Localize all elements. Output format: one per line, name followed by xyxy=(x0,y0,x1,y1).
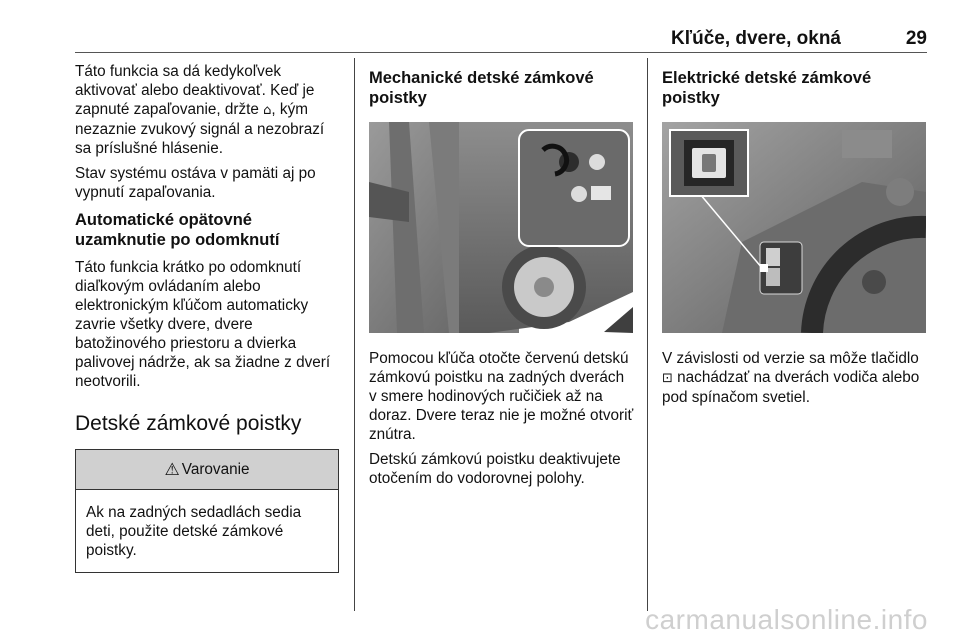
paragraph-electric-location: V závislosti od verzie sa môže tlačidlo ⊡ nachádzať na dverách vodiča alebo pod spínačom svetiel. xyxy=(662,350,920,406)
column-divider-1 xyxy=(354,58,355,611)
heading-auto-relock: Automatické opätovné uzamknutie po odomknutí xyxy=(75,211,280,249)
dashboard-illustration xyxy=(662,122,926,333)
figure-driver-door-switch xyxy=(662,122,926,333)
warning-header xyxy=(76,450,338,490)
page-number: 29 xyxy=(905,28,927,49)
page-header xyxy=(75,28,927,52)
paragraph-memory: Stav systému ostáva v pamäti aj po vypnutí zapaľovania. xyxy=(75,165,316,201)
column-2 xyxy=(369,62,635,494)
heading-child-locks: Detské zámkové poistky xyxy=(75,412,302,435)
paragraph-mechanical-activate: Pomocou kľúča otočte červenú detskú zámkovú poistku na zadných dverách v smere hodinových ručičiek až na doraz. Dvere teraz nie je možné otvoriť znútra. xyxy=(369,350,634,443)
warning-title: Varovanie xyxy=(181,461,250,478)
lock-button-icon: ⌂ xyxy=(263,103,272,118)
page-title: Kľúče, dvere, okná xyxy=(671,28,841,49)
column-1 xyxy=(75,62,343,573)
column-3 xyxy=(662,62,930,413)
warning-box xyxy=(75,449,339,573)
column-divider-2 xyxy=(647,58,648,611)
rear-door-illustration xyxy=(369,122,633,333)
paragraph-function-toggle: Táto funkcia sa dá kedykoľvek aktivovať alebo deaktivovať. Keď je zapnuté zapaľovanie, držte ⌂, kým nezaznie zvukový signál a nezobrazí sa príslušné hlásenie. xyxy=(75,63,325,157)
warning-triangle-icon: ⚠ xyxy=(164,460,180,479)
warning-text: Ak na zadných sedadlách sedia deti, použite detské zámkové poistky. xyxy=(86,504,302,559)
child-lock-button-icon: ⊡ xyxy=(662,371,673,386)
figure-rear-door-lock xyxy=(369,122,633,333)
heading-electric-locks: Elektrické detské zámkové poistky xyxy=(662,69,872,107)
paragraph-mechanical-deactivate: Detskú zámkovú poistku deaktivujete otočením do vodorovnej polohy. xyxy=(369,451,621,487)
header-rule xyxy=(75,52,927,53)
paragraph-auto-relock: Táto funkcia krátko po odomknutí diaľkovým ovládaním alebo elektronickým kľúčom automaticky zavrie všetky dvere, dvere batožinového priestoru a dvierka palivovej nádrže, ak sa žiadne z dverí neotvorili. xyxy=(75,259,331,390)
watermark: carmanualsonline.info xyxy=(645,604,928,635)
heading-mechanical-locks: Mechanické detské zámkové poistky xyxy=(369,69,594,107)
